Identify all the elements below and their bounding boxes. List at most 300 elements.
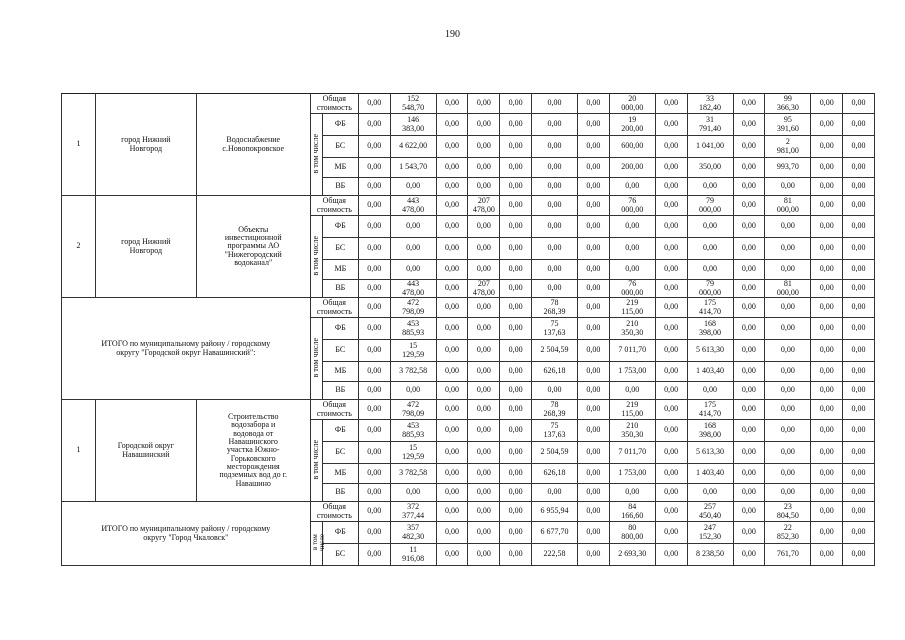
value-cell: 22 852,30 (765, 522, 811, 544)
value-cell: 0,00 (531, 382, 577, 400)
funding-source-label: ФБ (322, 114, 358, 136)
value-cell: 443 478,00 (390, 196, 436, 216)
value-cell: 0,00 (436, 400, 468, 420)
value-cell: 0,00 (733, 178, 765, 196)
value-cell: 99 366,30 (765, 94, 811, 114)
value-cell: 0,00 (468, 298, 500, 318)
value-cell: 0,00 (358, 94, 390, 114)
value-cell: 0,00 (531, 196, 577, 216)
value-cell: 6 955,94 (531, 502, 577, 522)
value-cell: 0,00 (843, 94, 875, 114)
value-cell: 0,00 (436, 158, 468, 178)
value-cell: 0,00 (843, 238, 875, 260)
value-cell: 79 000,00 (687, 280, 733, 298)
value-cell: 0,00 (577, 362, 609, 382)
value-cell: 0,00 (733, 340, 765, 362)
value-cell: 0,00 (843, 298, 875, 318)
value-cell: 0,00 (655, 318, 687, 340)
value-cell: 0,00 (577, 196, 609, 216)
funding-source-label: БС (322, 136, 358, 158)
value-cell: 0,00 (733, 544, 765, 566)
value-cell: 0,00 (500, 114, 532, 136)
funding-source-label: ФБ (322, 216, 358, 238)
value-cell: 0,00 (390, 178, 436, 196)
value-cell: 0,00 (577, 260, 609, 280)
value-cell: 0,00 (531, 260, 577, 280)
value-cell: 0,00 (468, 420, 500, 442)
value-cell: 443 478,00 (390, 280, 436, 298)
value-cell: 0,00 (436, 260, 468, 280)
value-cell: 210 350,30 (609, 318, 655, 340)
value-cell: 0,00 (436, 216, 468, 238)
value-cell: 0,00 (500, 238, 532, 260)
value-cell: 0,00 (687, 238, 733, 260)
row-number-cell: 1 (62, 400, 96, 502)
value-cell: 0,00 (733, 196, 765, 216)
value-cell: 0,00 (390, 238, 436, 260)
value-cell: 5 613,30 (687, 340, 733, 362)
value-cell: 0,00 (358, 136, 390, 158)
value-cell: 0,00 (609, 484, 655, 502)
value-cell: 0,00 (733, 318, 765, 340)
value-cell: 0,00 (358, 178, 390, 196)
value-cell: 0,00 (811, 464, 843, 484)
value-cell: 0,00 (577, 238, 609, 260)
value-cell: 0,00 (531, 136, 577, 158)
value-cell: 0,00 (468, 114, 500, 136)
value-cell: 0,00 (843, 382, 875, 400)
value-cell: 0,00 (358, 260, 390, 280)
value-cell: 33 182,40 (687, 94, 733, 114)
value-cell: 0,00 (765, 442, 811, 464)
value-cell: 175 414,70 (687, 400, 733, 420)
value-cell: 0,00 (358, 238, 390, 260)
value-cell: 8 238,50 (687, 544, 733, 566)
object-name-cell: Строительство водозабора и водовода от Навашинского участка Южно- Горьковского месторождения подземных вод до г. Навашино (196, 400, 310, 502)
value-cell: 0,00 (609, 178, 655, 196)
value-cell: 1 403,40 (687, 464, 733, 484)
value-cell: 95 391,60 (765, 114, 811, 136)
value-cell: 0,00 (811, 484, 843, 502)
value-cell: 0,00 (811, 178, 843, 196)
value-cell: 0,00 (577, 522, 609, 544)
value-cell: 0,00 (358, 502, 390, 522)
value-cell: 0,00 (843, 340, 875, 362)
in-that-number-label (310, 522, 326, 566)
value-cell: 372 377,44 (390, 502, 436, 522)
value-cell: 0,00 (436, 442, 468, 464)
value-cell: 472 798,09 (390, 400, 436, 420)
value-cell: 0,00 (436, 420, 468, 442)
value-cell: 0,00 (811, 238, 843, 260)
value-cell: 0,00 (468, 260, 500, 280)
value-cell: 0,00 (843, 136, 875, 158)
value-cell: 79 000,00 (687, 196, 733, 216)
value-cell: 1 753,00 (609, 362, 655, 382)
funding-source-label: МБ (322, 464, 358, 484)
value-cell: 78 268,39 (531, 400, 577, 420)
value-cell: 0,00 (500, 442, 532, 464)
value-cell: 0,00 (843, 464, 875, 484)
value-cell: 0,00 (733, 420, 765, 442)
value-cell: 0,00 (358, 400, 390, 420)
value-cell: 0,00 (843, 420, 875, 442)
value-cell: 0,00 (655, 298, 687, 318)
value-cell: 0,00 (655, 442, 687, 464)
value-cell: 0,00 (358, 298, 390, 318)
funding-source-label: ФБ (322, 420, 358, 442)
value-cell: 222,58 (531, 544, 577, 566)
value-cell: 0,00 (531, 484, 577, 502)
table-row (62, 196, 875, 216)
in-that-number-text: в том числе (311, 235, 321, 276)
value-cell: 0,00 (655, 382, 687, 400)
value-cell: 0,00 (843, 178, 875, 196)
value-cell: 0,00 (468, 522, 500, 544)
value-cell: 0,00 (500, 94, 532, 114)
value-cell: 0,00 (811, 216, 843, 238)
value-cell: 0,00 (390, 484, 436, 502)
value-cell: 6 677,70 (531, 522, 577, 544)
funding-source-label: ВБ (322, 484, 358, 502)
value-cell: 0,00 (436, 502, 468, 522)
value-cell: 0,00 (843, 362, 875, 382)
value-cell: 0,00 (733, 238, 765, 260)
value-cell: 0,00 (577, 382, 609, 400)
value-cell: 207 478,00 (468, 196, 500, 216)
value-cell: 0,00 (358, 196, 390, 216)
value-cell: 0,00 (531, 158, 577, 178)
value-cell: 0,00 (468, 94, 500, 114)
value-cell: 0,00 (390, 260, 436, 280)
total-title-cell: ИТОГО по муниципальному району / городскому округу "Город Чкаловск" (62, 502, 311, 566)
value-cell: 76 000,00 (609, 196, 655, 216)
value-cell: 0,00 (843, 280, 875, 298)
value-cell: 0,00 (765, 178, 811, 196)
value-cell: 0,00 (687, 178, 733, 196)
funding-source-label: БС (322, 238, 358, 260)
value-cell: 0,00 (358, 484, 390, 502)
value-cell: 0,00 (500, 464, 532, 484)
in-that-number-label (310, 216, 322, 298)
value-cell: 0,00 (577, 158, 609, 178)
value-cell: 0,00 (577, 484, 609, 502)
in-that-number-text: в том числе (311, 439, 321, 480)
value-cell: 2 504,59 (531, 340, 577, 362)
value-cell: 0,00 (436, 298, 468, 318)
value-cell: 0,00 (436, 318, 468, 340)
funding-source-label: ФБ (322, 522, 358, 544)
value-cell: 3 782,58 (390, 362, 436, 382)
value-cell: 0,00 (733, 400, 765, 420)
value-cell: 0,00 (500, 318, 532, 340)
value-cell: 0,00 (500, 196, 532, 216)
value-cell: 168 398,00 (687, 420, 733, 442)
value-cell: 11 916,08 (390, 544, 436, 566)
value-cell: 600,00 (609, 136, 655, 158)
value-cell: 0,00 (531, 114, 577, 136)
value-cell: 0,00 (358, 522, 390, 544)
value-cell: 0,00 (358, 442, 390, 464)
funding-source-label: ВБ (322, 280, 358, 298)
value-cell: 0,00 (765, 298, 811, 318)
funding-source-label: МБ (322, 158, 358, 178)
value-cell: 0,00 (765, 400, 811, 420)
value-cell: 3 782,58 (390, 464, 436, 484)
value-cell: 0,00 (733, 522, 765, 544)
value-cell: 2 693,30 (609, 544, 655, 566)
row-number-cell: 2 (62, 196, 96, 298)
value-cell: 0,00 (500, 544, 532, 566)
value-cell: 0,00 (577, 136, 609, 158)
value-cell: 0,00 (436, 114, 468, 136)
value-cell: 0,00 (609, 260, 655, 280)
value-cell: 0,00 (655, 400, 687, 420)
value-cell: 0,00 (358, 464, 390, 484)
value-cell: 0,00 (577, 420, 609, 442)
value-cell: 0,00 (577, 114, 609, 136)
value-cell: 357 482,30 (390, 522, 436, 544)
in-that-number-label (310, 318, 322, 400)
value-cell: 0,00 (687, 484, 733, 502)
value-cell: 0,00 (811, 522, 843, 544)
value-cell: 0,00 (577, 178, 609, 196)
total-cost-label: Общая стоимость (310, 502, 358, 522)
value-cell: 0,00 (609, 238, 655, 260)
funding-source-label: БС (322, 442, 358, 464)
value-cell: 0,00 (531, 178, 577, 196)
value-cell: 472 798,09 (390, 298, 436, 318)
value-cell: 4 622,00 (390, 136, 436, 158)
value-cell: 0,00 (468, 382, 500, 400)
value-cell: 0,00 (655, 238, 687, 260)
value-cell: 0,00 (811, 400, 843, 420)
value-cell: 0,00 (436, 382, 468, 400)
value-cell: 453 885,93 (390, 420, 436, 442)
table-body (62, 94, 875, 566)
value-cell: 0,00 (468, 400, 500, 420)
value-cell: 0,00 (843, 522, 875, 544)
value-cell: 0,00 (811, 340, 843, 362)
value-cell: 152 548,70 (390, 94, 436, 114)
value-cell: 0,00 (765, 362, 811, 382)
value-cell: 7 011,70 (609, 340, 655, 362)
value-cell: 0,00 (358, 280, 390, 298)
value-cell: 0,00 (655, 502, 687, 522)
value-cell: 0,00 (436, 178, 468, 196)
in-that-number-text: в том числе (311, 337, 321, 378)
value-cell: 0,00 (436, 94, 468, 114)
total-cost-label: Общая стоимость (310, 400, 358, 420)
value-cell: 0,00 (577, 298, 609, 318)
value-cell: 0,00 (811, 260, 843, 280)
value-cell: 0,00 (577, 280, 609, 298)
value-cell: 0,00 (577, 544, 609, 566)
value-cell: 0,00 (358, 382, 390, 400)
value-cell: 0,00 (468, 544, 500, 566)
value-cell: 761,70 (765, 544, 811, 566)
in-that-number-label (310, 420, 322, 502)
value-cell: 219 115,00 (609, 400, 655, 420)
funding-source-label: ФБ (322, 318, 358, 340)
value-cell: 0,00 (733, 114, 765, 136)
value-cell: 0,00 (468, 464, 500, 484)
value-cell: 0,00 (468, 340, 500, 362)
value-cell: 0,00 (733, 442, 765, 464)
value-cell: 1 543,70 (390, 158, 436, 178)
object-name-cell: Объекты инвестиционной программы АО "Нижегородский водоканал" (196, 196, 310, 298)
value-cell: 0,00 (765, 216, 811, 238)
value-cell: 0,00 (500, 382, 532, 400)
funding-source-label: ВБ (322, 382, 358, 400)
value-cell: 0,00 (811, 158, 843, 178)
value-cell: 1 041,00 (687, 136, 733, 158)
value-cell: 210 350,30 (609, 420, 655, 442)
value-cell: 257 450,40 (687, 502, 733, 522)
value-cell: 0,00 (436, 280, 468, 298)
value-cell: 0,00 (390, 382, 436, 400)
value-cell: 0,00 (811, 298, 843, 318)
total-cost-label: Общая стоимость (310, 298, 358, 318)
value-cell: 0,00 (765, 260, 811, 280)
value-cell: 0,00 (500, 502, 532, 522)
value-cell: 0,00 (436, 522, 468, 544)
value-cell: 0,00 (811, 94, 843, 114)
value-cell: 0,00 (655, 196, 687, 216)
value-cell: 80 800,00 (609, 522, 655, 544)
value-cell: 453 885,93 (390, 318, 436, 340)
value-cell: 0,00 (811, 362, 843, 382)
value-cell: 0,00 (733, 216, 765, 238)
table-row (62, 502, 875, 522)
value-cell: 0,00 (765, 464, 811, 484)
value-cell: 0,00 (811, 318, 843, 340)
table-row (62, 298, 875, 318)
value-cell: 0,00 (655, 136, 687, 158)
value-cell: 0,00 (358, 318, 390, 340)
value-cell: 0,00 (577, 502, 609, 522)
value-cell: 0,00 (577, 94, 609, 114)
value-cell: 0,00 (500, 158, 532, 178)
value-cell: 0,00 (468, 362, 500, 382)
value-cell: 0,00 (811, 420, 843, 442)
value-cell: 81 000,00 (765, 280, 811, 298)
value-cell: 0,00 (468, 136, 500, 158)
in-that-number-text: в том числе (310, 533, 326, 551)
total-cost-label: Общая стоимость (310, 94, 358, 114)
value-cell: 0,00 (733, 136, 765, 158)
table-row (62, 94, 875, 114)
value-cell: 84 166,60 (609, 502, 655, 522)
total-cost-label: Общая стоимость (310, 196, 358, 216)
value-cell: 0,00 (811, 442, 843, 464)
value-cell: 175 414,70 (687, 298, 733, 318)
value-cell: 0,00 (358, 544, 390, 566)
value-cell: 0,00 (687, 216, 733, 238)
value-cell: 0,00 (843, 216, 875, 238)
value-cell: 19 200,00 (609, 114, 655, 136)
value-cell: 0,00 (765, 484, 811, 502)
value-cell: 81 000,00 (765, 196, 811, 216)
value-cell: 219 115,00 (609, 298, 655, 318)
value-cell: 0,00 (468, 216, 500, 238)
value-cell: 0,00 (577, 216, 609, 238)
value-cell: 0,00 (733, 94, 765, 114)
value-cell: 0,00 (655, 260, 687, 280)
value-cell: 0,00 (500, 178, 532, 196)
value-cell: 0,00 (531, 238, 577, 260)
value-cell: 0,00 (655, 178, 687, 196)
value-cell: 0,00 (358, 216, 390, 238)
value-cell: 0,00 (609, 216, 655, 238)
value-cell: 0,00 (577, 400, 609, 420)
value-cell: 0,00 (733, 484, 765, 502)
value-cell: 0,00 (733, 298, 765, 318)
value-cell: 0,00 (843, 484, 875, 502)
funding-source-label: МБ (322, 362, 358, 382)
municipality-cell: город Нижний Новгород (95, 196, 196, 298)
budget-table (61, 93, 875, 566)
value-cell: 7 011,70 (609, 442, 655, 464)
value-cell: 0,00 (655, 362, 687, 382)
value-cell: 0,00 (733, 362, 765, 382)
value-cell: 0,00 (468, 238, 500, 260)
value-cell: 0,00 (468, 484, 500, 502)
total-title-cell: ИТОГО по муниципальному району / городскому округу "Городской округ Навашинский": (62, 298, 311, 400)
value-cell: 0,00 (811, 502, 843, 522)
value-cell: 0,00 (468, 442, 500, 464)
value-cell: 168 398,00 (687, 318, 733, 340)
value-cell: 0,00 (436, 136, 468, 158)
value-cell: 0,00 (500, 280, 532, 298)
value-cell: 2 981,00 (765, 136, 811, 158)
value-cell: 0,00 (436, 484, 468, 502)
value-cell: 2 504,59 (531, 442, 577, 464)
value-cell: 0,00 (687, 260, 733, 280)
value-cell: 0,00 (843, 400, 875, 420)
value-cell: 0,00 (811, 196, 843, 216)
value-cell: 0,00 (843, 442, 875, 464)
value-cell: 0,00 (500, 420, 532, 442)
value-cell: 0,00 (531, 94, 577, 114)
value-cell: 0,00 (655, 340, 687, 362)
value-cell: 0,00 (436, 544, 468, 566)
value-cell: 0,00 (655, 544, 687, 566)
value-cell: 0,00 (843, 318, 875, 340)
value-cell: 0,00 (468, 502, 500, 522)
value-cell: 626,18 (531, 362, 577, 382)
value-cell: 0,00 (609, 382, 655, 400)
value-cell: 0,00 (500, 484, 532, 502)
value-cell: 0,00 (733, 464, 765, 484)
value-cell: 0,00 (577, 340, 609, 362)
value-cell: 626,18 (531, 464, 577, 484)
value-cell: 0,00 (655, 420, 687, 442)
value-cell: 0,00 (500, 362, 532, 382)
funding-source-label: МБ (322, 260, 358, 280)
value-cell: 0,00 (765, 238, 811, 260)
value-cell: 0,00 (655, 280, 687, 298)
value-cell: 0,00 (811, 114, 843, 136)
value-cell: 0,00 (765, 420, 811, 442)
value-cell: 23 804,50 (765, 502, 811, 522)
value-cell: 0,00 (843, 158, 875, 178)
value-cell: 146 383,00 (390, 114, 436, 136)
value-cell: 0,00 (655, 158, 687, 178)
value-cell: 0,00 (436, 362, 468, 382)
municipality-cell: Городской округ Навашинский (95, 400, 196, 502)
value-cell: 0,00 (390, 216, 436, 238)
